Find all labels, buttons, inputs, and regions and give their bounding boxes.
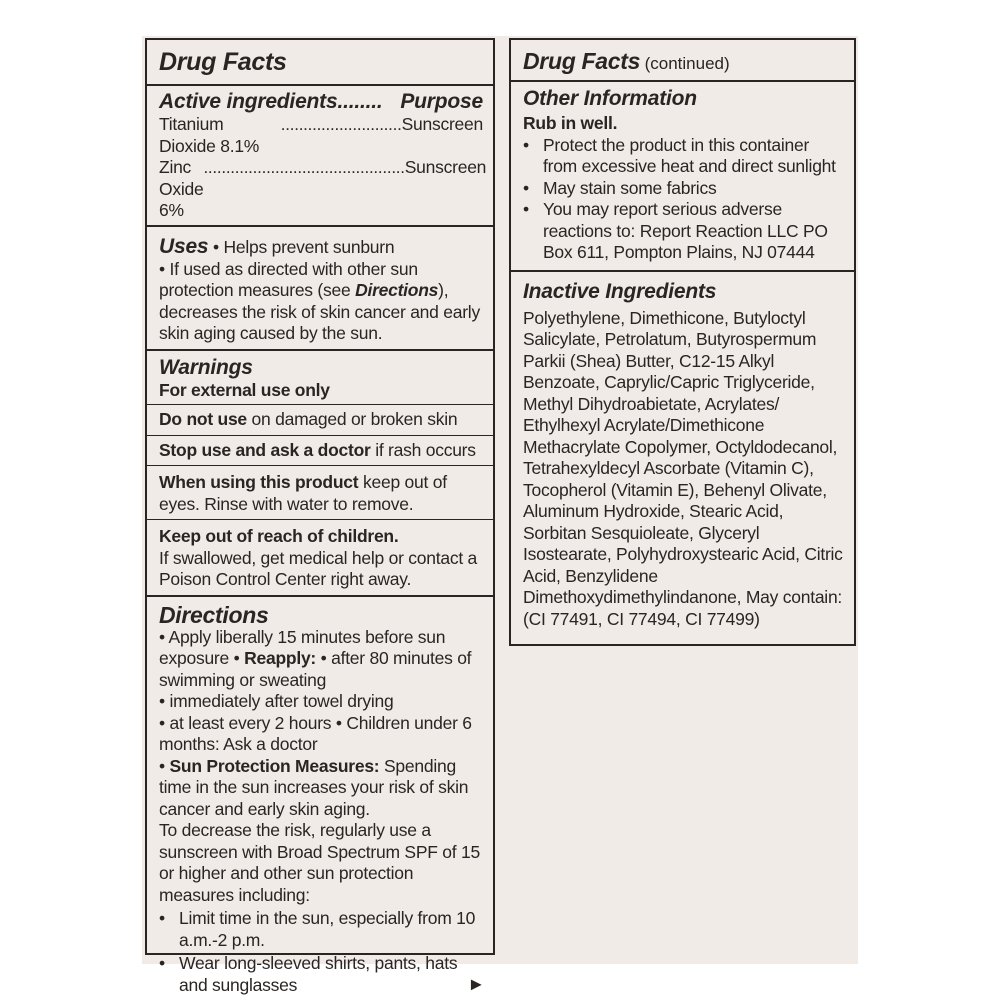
when-using-text: keep out of eyes. Rinse with water to remove. — [159, 472, 447, 514]
drug-facts-continued-title-section — [511, 40, 854, 82]
directions-text-4: Spending time in the sun increases your risk of skin cancer and early skin aging. — [159, 755, 469, 819]
directions-paragraph-2: • immediately after towel drying — [159, 691, 394, 711]
do-not-use-warning — [147, 405, 493, 436]
drug-facts-title: Drug Facts — [159, 48, 287, 76]
directions-bullet-text: Limit time in the sun, especially from 10 a.m.-2 p.m. — [179, 908, 476, 950]
other-information-section — [511, 82, 854, 272]
other-info-bullet — [523, 199, 844, 264]
other-info-text: May stain some fabrics — [543, 177, 717, 198]
stop-use-text: if rash occurs — [370, 439, 476, 460]
inactive-ingredients-text: Polyethylene, Dimethicone, Butyloctyl Salicylate, Petrolatum, Butyrospermum Parkii (Shea) Butter, C12-15 Alkyl Benzoate, Caprylic/Capric Triglyceride, Methyl Dihydroabietate, Acrylates/ Ethylhexyl Acrylate/Dimethicone Methacrylate Copolymer, Octyldodecanol, Tetrahexyldecyl Ascorbate (Vitamin C), Tocopherol (Vitamin E), Behenyl Olivate, Aluminum Hydroxide, Stearic Acid, Sorbitan Sesquioleate, Glyceryl Isostearate, Polyhydroxystearic Acid, Citric Acid, Benzylidene Dimethoxydimethylindanone, May contain: (CI 77491, CI 77494, CI 77499) — [523, 307, 843, 629]
do-not-use-text: on damaged or broken skin — [246, 409, 458, 429]
when-using-warning — [147, 466, 493, 520]
drug-facts-continued-title — [523, 40, 844, 79]
inactive-ingredients-section — [511, 272, 854, 631]
directions-paragraph-3: • at least every 2 hours • Children under 6 months: Ask a doctor — [159, 712, 472, 754]
bullet-dot: • — [159, 953, 165, 973]
directions-paragraph-4 — [159, 756, 483, 821]
uses-text-2b: ), decreases the risk of skin cancer and early skin aging caused by the sun. — [159, 280, 480, 343]
drug-facts-title-right: Drug Facts — [523, 48, 641, 74]
uses-section — [147, 227, 493, 351]
rub-in-well-text: Rub in well. — [523, 113, 618, 133]
directions-bullet-item — [159, 908, 483, 951]
uses-text-2a: • If used as directed with other sun protection measures (see — [159, 258, 418, 300]
active-ingredients-section — [147, 86, 493, 227]
directions-bullet-item — [159, 953, 483, 996]
directions-text-1a: • Apply liberally 15 minutes before sun exposure • — [159, 626, 446, 668]
bullet-dot: • — [523, 177, 529, 198]
directions-text-1b: • after 80 minutes of swimming or sweating — [159, 648, 472, 690]
sun-protection-label: Sun Protection Measures: — [169, 755, 380, 776]
directions-heading: Directions — [159, 601, 269, 628]
active-ingredients-label: Active ingredients........ — [159, 90, 383, 113]
bullet-dot: • — [159, 908, 165, 928]
warnings-section — [147, 351, 493, 597]
drug-facts-title-section — [147, 40, 493, 86]
directions-bullet-text: Wear long-sleeved shirts, pants, hats and sunglasses — [179, 953, 458, 995]
do-not-use-label: Do not use — [159, 409, 247, 429]
reapply-label: Reapply: — [244, 648, 316, 668]
external-use-text: For external use only — [159, 379, 330, 400]
when-using-label: When using this product — [159, 472, 359, 492]
ingredient-name: Zinc Oxide 6% — [159, 157, 204, 220]
other-info-bullet — [523, 178, 844, 200]
drug-facts-panel-left — [145, 38, 495, 995]
other-info-text: Protect the product in this container from excessive heat and direct sunlight — [543, 134, 836, 176]
other-information-heading: Other Information — [523, 87, 697, 110]
warnings-header — [147, 351, 493, 406]
continued-arrow-icon: ► — [467, 973, 485, 994]
ingredient-row — [159, 114, 483, 157]
leader-dots: ............................................. — [203, 158, 405, 177]
stop-use-warning — [147, 436, 493, 467]
active-ingredients-heading — [159, 90, 483, 114]
uses-heading: Uses — [159, 234, 209, 258]
bullet-dot: • — [523, 134, 529, 155]
directions-reference: Directions — [355, 280, 439, 300]
leader-dots: ........................... — [280, 115, 402, 134]
directions-section — [147, 597, 493, 999]
ingredient-name: Titanium Dioxide 8.1% — [159, 114, 260, 156]
keep-out-of-reach-warning — [147, 520, 493, 595]
continued-label: (continued) — [644, 54, 730, 73]
uses-text-1: • Helps prevent sunburn — [213, 236, 395, 257]
bullet-dot: • — [523, 199, 529, 219]
directions-paragraph-1 — [159, 627, 483, 692]
other-info-text: You may report serious adverse reactions to: Report Reaction LLC PO Box 611, Pompton Plains, NJ 07444 — [543, 199, 828, 262]
bullet: • — [159, 755, 170, 776]
directions-paragraph-5: To decrease the risk, regularly use a sunscreen with Broad Spectrum SPF of 15 or higher and other sun protection measures including: — [159, 820, 480, 905]
uses-line-1 — [159, 235, 483, 259]
inactive-ingredients-heading: Inactive Ingredients — [523, 279, 717, 303]
purpose-label: Purpose — [400, 90, 483, 113]
drug-facts-panel-right — [509, 38, 856, 646]
keep-out-text: If swallowed, get medical help or contact a Poison Control Center right away. — [159, 547, 478, 589]
warnings-heading: Warnings — [159, 355, 253, 379]
stop-use-label: Stop use and ask a doctor — [159, 439, 371, 460]
ingredient-purpose: Sunscreen — [401, 114, 483, 134]
keep-out-label: Keep out of reach of children. — [159, 526, 399, 546]
ingredient-row — [159, 157, 487, 222]
other-info-bullet — [523, 135, 844, 178]
uses-line-2 — [159, 259, 483, 345]
ingredient-purpose: Sunscreen — [404, 157, 487, 177]
